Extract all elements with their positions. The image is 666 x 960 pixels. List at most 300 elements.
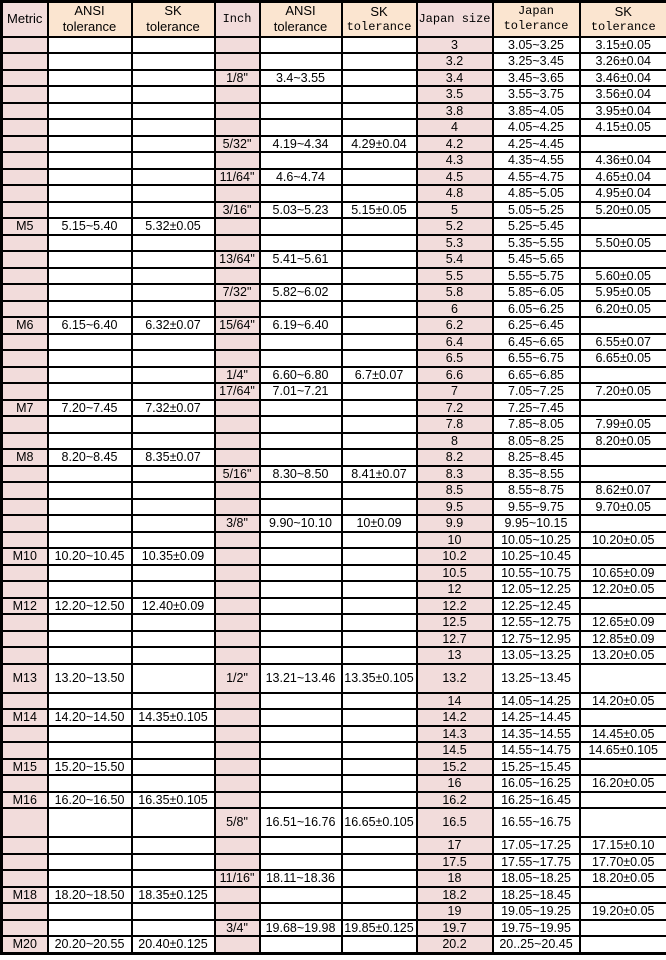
- sk-tolerance-cell: [342, 119, 417, 136]
- table-row: [2, 466, 666, 483]
- inch-cell: [215, 400, 260, 417]
- sk-tolerance-cell: 5.15±0.05: [342, 202, 417, 219]
- ansi-tolerance-cell: 18.11~18.36: [260, 870, 342, 887]
- header-row: [2, 2, 666, 37]
- metric-cell: [2, 775, 48, 792]
- metric-cell: [2, 86, 48, 103]
- inch-cell: [215, 185, 260, 202]
- table-row: [2, 854, 666, 871]
- sk-tolerance-cell: [342, 631, 417, 648]
- japan-tolerance-cell: 5.25~5.45: [493, 218, 580, 235]
- ansi-tolerance-cell: [48, 103, 132, 120]
- ansi-tolerance-cell: [260, 565, 342, 582]
- metric-cell: M7: [2, 400, 48, 417]
- sk-tolerance-cell: [132, 870, 215, 887]
- inch-cell: [215, 499, 260, 516]
- sk-tolerance-cell: [132, 350, 215, 367]
- sk-tolerance-cell: [580, 808, 666, 837]
- table-row: [2, 936, 666, 953]
- table-row: [2, 235, 666, 252]
- table-row: [2, 792, 666, 809]
- ansi-tolerance-cell: [48, 693, 132, 710]
- japan-tolerance-cell: 16.25~16.45: [493, 792, 580, 809]
- japan-tolerance-cell: 14.05~14.25: [493, 693, 580, 710]
- sk-tolerance-cell: 18.20±0.05: [580, 870, 666, 887]
- sk-tolerance-cell: [342, 449, 417, 466]
- japan-tolerance-cell: 4.35~4.55: [493, 152, 580, 169]
- sk-tolerance-cell: [342, 268, 417, 285]
- ansi-tolerance-cell: 12.20~12.50: [48, 598, 132, 615]
- japan-size-cell: 7: [417, 383, 493, 400]
- japan-size-cell: 5.2: [417, 218, 493, 235]
- table-row: [2, 499, 666, 516]
- ansi-tolerance-cell: [48, 808, 132, 837]
- japan-tolerance-cell: 12.55~12.75: [493, 614, 580, 631]
- metric-cell: M6: [2, 317, 48, 334]
- japan-tolerance-cell: 14.55~14.75: [493, 742, 580, 759]
- japan-tolerance-cell: 5.45~5.65: [493, 251, 580, 268]
- metric-cell: [2, 235, 48, 252]
- table-row: [2, 218, 666, 235]
- table-row: [2, 532, 666, 549]
- japan-size-cell: 4.8: [417, 185, 493, 202]
- sk-tolerance-cell: [342, 400, 417, 417]
- sk-tolerance-cell: [342, 218, 417, 235]
- sk-tolerance-cell: [132, 631, 215, 648]
- metric-cell: [2, 433, 48, 450]
- sk-tolerance-cell: [342, 854, 417, 871]
- sk-tolerance-cell: [342, 317, 417, 334]
- sk-tolerance-cell: 5.50±0.05: [580, 235, 666, 252]
- sk-tolerance-cell: [580, 449, 666, 466]
- japan-size-cell: 10: [417, 532, 493, 549]
- sk-tolerance-cell: [132, 202, 215, 219]
- header-label: ANSI: [74, 3, 105, 18]
- metric-cell: [2, 416, 48, 433]
- ansi-tolerance-cell: [260, 614, 342, 631]
- metric-cell: [2, 854, 48, 871]
- inch-cell: [215, 598, 260, 615]
- sk-tolerance-cell: 4.36±0.04: [580, 152, 666, 169]
- japan-tolerance-cell: 5.85~6.05: [493, 284, 580, 301]
- header-label: ANSI: [285, 3, 316, 18]
- sk-tolerance-cell: [132, 169, 215, 186]
- sk-tolerance-cell: 13.35±0.105: [342, 664, 417, 693]
- japan-size-cell: 5.5: [417, 268, 493, 285]
- japan-size-cell: 16.2: [417, 792, 493, 809]
- sk-tolerance-cell: [580, 709, 666, 726]
- sk-tolerance-cell: 7.32±0.07: [132, 400, 215, 417]
- sk-tolerance-cell: [580, 136, 666, 153]
- sk-tolerance-cell: [580, 515, 666, 532]
- ansi-tolerance-cell: 8.30~8.50: [260, 466, 342, 483]
- ansi-tolerance-cell: 4.6~4.74: [260, 169, 342, 186]
- sk-tolerance-cell: [342, 86, 417, 103]
- table-row: [2, 400, 666, 417]
- table-row: [2, 103, 666, 120]
- metric-cell: [2, 581, 48, 598]
- ansi-tolerance-cell: [260, 433, 342, 450]
- ansi-tolerance-cell: 13.20~13.50: [48, 664, 132, 693]
- japan-size-cell: 14.2: [417, 709, 493, 726]
- metric-cell: [2, 350, 48, 367]
- japan-tolerance-cell: 6.65~6.85: [493, 367, 580, 384]
- japan-size-cell: 19.7: [417, 920, 493, 937]
- japan-size-cell: 6: [417, 301, 493, 318]
- japan-size-cell: 13.2: [417, 664, 493, 693]
- sk-tolerance-cell: 14.45±0.05: [580, 726, 666, 743]
- table-row: [2, 119, 666, 136]
- japan-tolerance-cell: 8.25~8.45: [493, 449, 580, 466]
- ansi-tolerance-cell: [48, 631, 132, 648]
- ansi-tolerance-cell: [260, 693, 342, 710]
- inch-cell: [215, 301, 260, 318]
- sk-tolerance-cell: [342, 499, 417, 516]
- inch-cell: [215, 548, 260, 565]
- ansi-tolerance-cell: [48, 367, 132, 384]
- sk-tolerance-cell: [342, 581, 417, 598]
- sk-tolerance-cell: [580, 887, 666, 904]
- table-row: [2, 759, 666, 776]
- metric-cell: M8: [2, 449, 48, 466]
- japan-tolerance-cell: 4.55~4.75: [493, 169, 580, 186]
- ansi-tolerance-cell: [260, 598, 342, 615]
- sk-tolerance-cell: [342, 614, 417, 631]
- japan-size-cell: 5.3: [417, 235, 493, 252]
- sk-tolerance-cell: [132, 854, 215, 871]
- sk-tolerance-cell: [132, 416, 215, 433]
- inch-cell: 11/64": [215, 169, 260, 186]
- table-row: [2, 515, 666, 532]
- japan-tolerance-cell: 10.05~10.25: [493, 532, 580, 549]
- japan-tolerance-cell: 18.25~18.45: [493, 887, 580, 904]
- inch-cell: 3/16": [215, 202, 260, 219]
- header-sk-tolerance-inch: [342, 2, 417, 37]
- metric-cell: [2, 284, 48, 301]
- metric-cell: [2, 251, 48, 268]
- japan-tolerance-cell: 9.55~9.75: [493, 499, 580, 516]
- ansi-tolerance-cell: [260, 482, 342, 499]
- sk-tolerance-cell: [132, 466, 215, 483]
- sk-tolerance-cell: 12.65±0.09: [580, 614, 666, 631]
- metric-cell: [2, 742, 48, 759]
- inch-cell: [215, 693, 260, 710]
- inch-cell: [215, 837, 260, 854]
- table-row: [2, 693, 666, 710]
- japan-tolerance-cell: 9.95~10.15: [493, 515, 580, 532]
- inch-cell: [215, 86, 260, 103]
- ansi-tolerance-cell: [48, 416, 132, 433]
- ansi-tolerance-cell: [260, 235, 342, 252]
- inch-cell: [215, 334, 260, 351]
- japan-tolerance-cell: 5.35~5.55: [493, 235, 580, 252]
- japan-size-cell: 18.2: [417, 887, 493, 904]
- metric-cell: [2, 119, 48, 136]
- sk-tolerance-cell: [132, 268, 215, 285]
- japan-tolerance-cell: 13.25~13.45: [493, 664, 580, 693]
- japan-tolerance-cell: 12.75~12.95: [493, 631, 580, 648]
- ansi-tolerance-cell: [48, 235, 132, 252]
- metric-cell: [2, 565, 48, 582]
- sk-tolerance-cell: [132, 433, 215, 450]
- inch-cell: [215, 152, 260, 169]
- ansi-tolerance-cell: 8.20~8.45: [48, 449, 132, 466]
- metric-cell: [2, 532, 48, 549]
- japan-size-cell: 7.2: [417, 400, 493, 417]
- japan-tolerance-cell: 13.05~13.25: [493, 647, 580, 664]
- sk-tolerance-cell: 8.62±0.07: [580, 482, 666, 499]
- metric-cell: [2, 870, 48, 887]
- metric-cell: [2, 614, 48, 631]
- sk-tolerance-cell: [342, 565, 417, 582]
- sk-tolerance-cell: 6.55±0.07: [580, 334, 666, 351]
- metric-cell: [2, 202, 48, 219]
- japan-size-cell: 8.5: [417, 482, 493, 499]
- japan-tolerance-cell: 20..25~20.45: [493, 936, 580, 953]
- sk-tolerance-cell: 9.70±0.05: [580, 499, 666, 516]
- inch-cell: [215, 854, 260, 871]
- table-row: [2, 433, 666, 450]
- japan-tolerance-cell: 16.55~16.75: [493, 808, 580, 837]
- sk-tolerance-cell: [580, 367, 666, 384]
- sk-tolerance-cell: [342, 936, 417, 953]
- ansi-tolerance-cell: [48, 837, 132, 854]
- ansi-tolerance-cell: [48, 726, 132, 743]
- table-row: [2, 565, 666, 582]
- ansi-tolerance-cell: [48, 202, 132, 219]
- sk-tolerance-cell: [342, 709, 417, 726]
- sk-tolerance-cell: 3.15±0.05: [580, 37, 666, 54]
- header-label: Metric: [7, 11, 43, 27]
- table-row: [2, 837, 666, 854]
- metric-cell: [2, 383, 48, 400]
- sk-tolerance-cell: [580, 466, 666, 483]
- sk-tolerance-cell: [342, 792, 417, 809]
- sk-tolerance-cell: [342, 726, 417, 743]
- table-row: [2, 284, 666, 301]
- inch-cell: [215, 416, 260, 433]
- japan-tolerance-cell: 4.85~5.05: [493, 185, 580, 202]
- ansi-tolerance-cell: 5.41~5.61: [260, 251, 342, 268]
- ansi-tolerance-cell: [48, 854, 132, 871]
- ansi-tolerance-cell: [260, 499, 342, 516]
- ansi-tolerance-cell: 16.20~16.50: [48, 792, 132, 809]
- ansi-tolerance-cell: 6.19~6.40: [260, 317, 342, 334]
- japan-size-cell: 14: [417, 693, 493, 710]
- metric-cell: [2, 367, 48, 384]
- japan-size-cell: 9.9: [417, 515, 493, 532]
- header-label: SK: [614, 3, 632, 19]
- metric-cell: [2, 103, 48, 120]
- japan-tolerance-cell: 16.05~16.25: [493, 775, 580, 792]
- sk-tolerance-cell: 12.40±0.09: [132, 598, 215, 615]
- ansi-tolerance-cell: [260, 887, 342, 904]
- ansi-tolerance-cell: [48, 301, 132, 318]
- sk-tolerance-cell: [132, 664, 215, 693]
- table-row: [2, 70, 666, 87]
- sk-tolerance-cell: [132, 499, 215, 516]
- metric-cell: M20: [2, 936, 48, 953]
- ansi-tolerance-cell: [260, 775, 342, 792]
- ansi-tolerance-cell: 7.01~7.21: [260, 383, 342, 400]
- sk-tolerance-cell: [580, 218, 666, 235]
- sk-tolerance-cell: [342, 350, 417, 367]
- sk-tolerance-cell: [342, 334, 417, 351]
- metric-cell: [2, 903, 48, 920]
- inch-cell: [215, 581, 260, 598]
- table-row: [2, 301, 666, 318]
- sk-tolerance-cell: [132, 136, 215, 153]
- sk-tolerance-cell: 14.35±0.105: [132, 709, 215, 726]
- ansi-tolerance-cell: [260, 837, 342, 854]
- sk-tolerance-cell: [132, 565, 215, 582]
- table-row: [2, 887, 666, 904]
- sk-tolerance-cell: [132, 532, 215, 549]
- header-label: tolerance: [146, 19, 200, 35]
- sk-tolerance-cell: [342, 70, 417, 87]
- japan-size-cell: 12: [417, 581, 493, 598]
- sk-tolerance-cell: [132, 119, 215, 136]
- japan-size-cell: 7.8: [417, 416, 493, 433]
- ansi-tolerance-cell: 3.4~3.55: [260, 70, 342, 87]
- sk-tolerance-cell: [132, 284, 215, 301]
- inch-cell: 11/16": [215, 870, 260, 887]
- ansi-tolerance-cell: [260, 53, 342, 70]
- japan-tolerance-cell: 3.05~3.25: [493, 37, 580, 54]
- inch-cell: [215, 350, 260, 367]
- japan-tolerance-cell: 19.05~19.25: [493, 903, 580, 920]
- japan-size-cell: 3.8: [417, 103, 493, 120]
- ansi-tolerance-cell: 5.15~5.40: [48, 218, 132, 235]
- header-japan-size: [417, 2, 493, 37]
- japan-size-cell: 3.2: [417, 53, 493, 70]
- sk-tolerance-cell: [342, 284, 417, 301]
- japan-tolerance-cell: 6.55~6.75: [493, 350, 580, 367]
- sk-tolerance-cell: [132, 837, 215, 854]
- sk-tolerance-cell: 4.65±0.04: [580, 169, 666, 186]
- japan-tolerance-cell: 12.25~12.45: [493, 598, 580, 615]
- sk-tolerance-cell: [132, 759, 215, 776]
- ansi-tolerance-cell: [48, 532, 132, 549]
- ansi-tolerance-cell: 6.15~6.40: [48, 317, 132, 334]
- japan-tolerance-cell: 3.55~3.75: [493, 86, 580, 103]
- japan-size-cell: 10.5: [417, 565, 493, 582]
- sk-tolerance-cell: 7.99±0.05: [580, 416, 666, 433]
- sk-tolerance-cell: [132, 86, 215, 103]
- ansi-tolerance-cell: [48, 647, 132, 664]
- sk-tolerance-cell: [342, 742, 417, 759]
- ansi-tolerance-cell: [260, 334, 342, 351]
- inch-cell: [215, 903, 260, 920]
- japan-size-cell: 9.5: [417, 499, 493, 516]
- sk-tolerance-cell: [342, 837, 417, 854]
- japan-size-cell: 4.5: [417, 169, 493, 186]
- inch-cell: [215, 647, 260, 664]
- metric-cell: [2, 334, 48, 351]
- ansi-tolerance-cell: [48, 86, 132, 103]
- ansi-tolerance-cell: [260, 631, 342, 648]
- table-row: [2, 548, 666, 565]
- japan-size-cell: 20.2: [417, 936, 493, 953]
- sk-tolerance-cell: 4.29±0.04: [342, 136, 417, 153]
- table-row: [2, 169, 666, 186]
- ansi-tolerance-cell: [48, 499, 132, 516]
- metric-cell: M10: [2, 548, 48, 565]
- japan-size-cell: 12.2: [417, 598, 493, 615]
- japan-tolerance-cell: 4.05~4.25: [493, 119, 580, 136]
- ansi-tolerance-cell: [48, 482, 132, 499]
- sk-tolerance-cell: [342, 37, 417, 54]
- inch-cell: [215, 37, 260, 54]
- table-row: [2, 350, 666, 367]
- sk-tolerance-cell: [580, 548, 666, 565]
- table-row: [2, 903, 666, 920]
- table-row: [2, 202, 666, 219]
- sk-tolerance-cell: [132, 235, 215, 252]
- ansi-tolerance-cell: [48, 53, 132, 70]
- japan-size-cell: 14.3: [417, 726, 493, 743]
- inch-cell: 1/2": [215, 664, 260, 693]
- table-row: [2, 185, 666, 202]
- ansi-tolerance-cell: [260, 400, 342, 417]
- sk-tolerance-cell: 5.32±0.05: [132, 218, 215, 235]
- ansi-tolerance-cell: [260, 103, 342, 120]
- inch-cell: [215, 532, 260, 549]
- japan-tolerance-cell: 3.45~3.65: [493, 70, 580, 87]
- inch-cell: 3/8": [215, 515, 260, 532]
- sk-tolerance-cell: 19.20±0.05: [580, 903, 666, 920]
- ansi-tolerance-cell: [48, 742, 132, 759]
- sk-tolerance-cell: [132, 37, 215, 54]
- ansi-tolerance-cell: 15.20~15.50: [48, 759, 132, 776]
- header-ansi-tolerance-metric: [48, 2, 132, 37]
- sk-tolerance-cell: 17.15±0.10: [580, 837, 666, 854]
- sk-tolerance-cell: 13.20±0.05: [580, 647, 666, 664]
- ansi-tolerance-cell: [48, 614, 132, 631]
- ansi-tolerance-cell: [48, 383, 132, 400]
- metric-cell: [2, 482, 48, 499]
- table-row: [2, 268, 666, 285]
- sk-tolerance-cell: [132, 482, 215, 499]
- ansi-tolerance-cell: [260, 152, 342, 169]
- ansi-tolerance-cell: [48, 284, 132, 301]
- sk-tolerance-cell: 6.32±0.07: [132, 317, 215, 334]
- sk-tolerance-cell: [342, 482, 417, 499]
- sk-tolerance-cell: [132, 775, 215, 792]
- sk-tolerance-cell: [132, 920, 215, 937]
- japan-tolerance-cell: 3.85~4.05: [493, 103, 580, 120]
- ansi-tolerance-cell: [260, 903, 342, 920]
- ansi-tolerance-cell: 6.60~6.80: [260, 367, 342, 384]
- sk-tolerance-cell: [132, 53, 215, 70]
- japan-tolerance-cell: 5.55~5.75: [493, 268, 580, 285]
- metric-cell: M5: [2, 218, 48, 235]
- table-row: [2, 664, 666, 693]
- sk-tolerance-cell: 14.20±0.05: [580, 693, 666, 710]
- metric-cell: M13: [2, 664, 48, 693]
- sk-tolerance-cell: [580, 400, 666, 417]
- table-row: [2, 808, 666, 837]
- sk-tolerance-cell: [342, 548, 417, 565]
- header-japan-tolerance: [493, 2, 580, 37]
- ansi-tolerance-cell: 14.20~14.50: [48, 709, 132, 726]
- japan-size-cell: 17: [417, 837, 493, 854]
- metric-cell: [2, 808, 48, 837]
- inch-cell: 15/64": [215, 317, 260, 334]
- ansi-tolerance-cell: [48, 251, 132, 268]
- japan-tolerance-cell: 10.25~10.45: [493, 548, 580, 565]
- japan-size-cell: 8: [417, 433, 493, 450]
